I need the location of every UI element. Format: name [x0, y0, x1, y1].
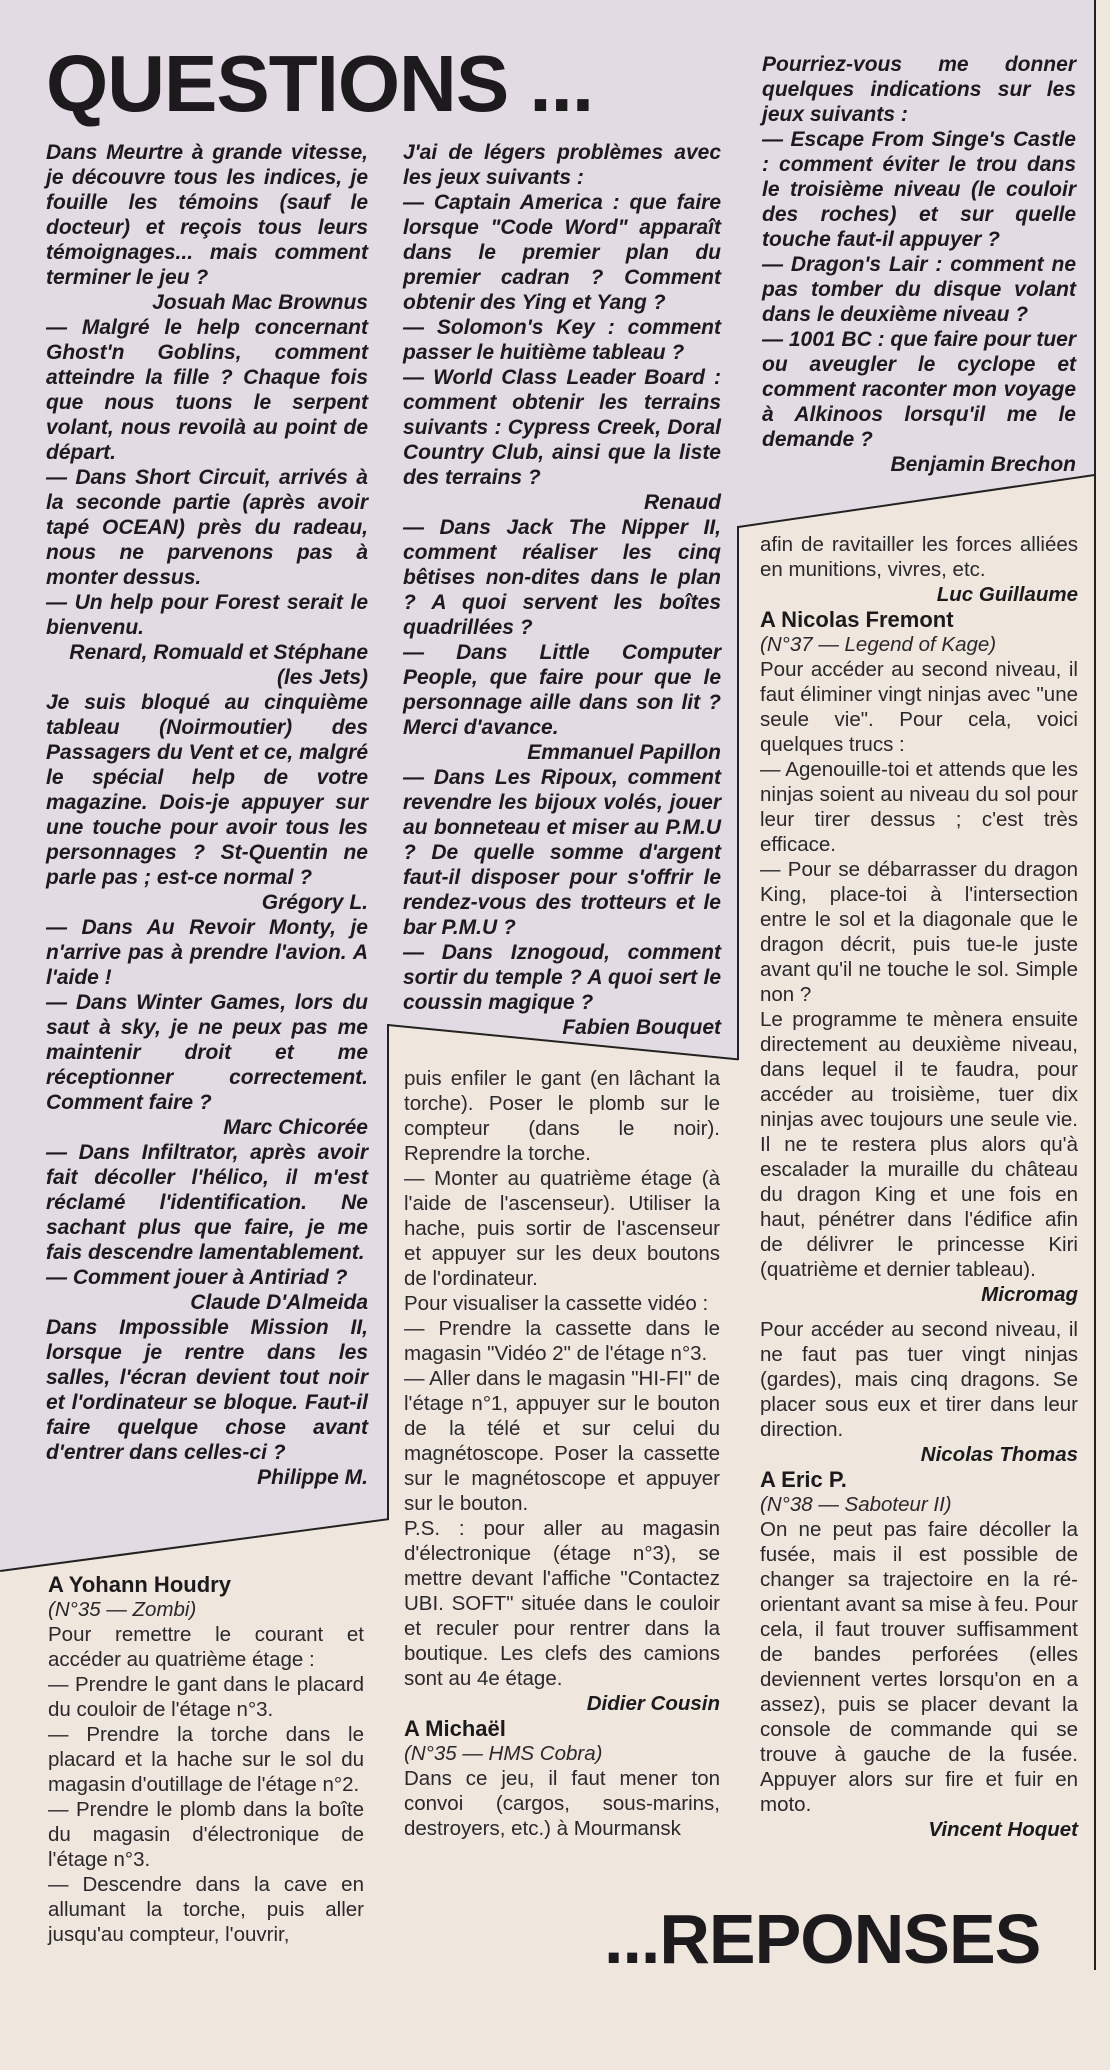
question-text: — World Class Leader Board : comment obtenir les terrains suivants : Cypress Creek, Doral Country Club, ainsi que la liste des terrains ?: [403, 366, 721, 489]
question-signature: Marc Chicorée: [223, 1116, 368, 1139]
reponses-title: ...REPONSES: [604, 1900, 1041, 1978]
answer-heading: A Michaël: [404, 1716, 506, 1741]
question-signature: Grégory L.: [261, 891, 368, 914]
answer-text: — Pour se débarrasser du dragon King, place-toi à l'intersection entre le sol et la diagonale que le dragon décrit, puis tue-le juste avant qu'il ne touche le sol. Simple non ?: [760, 858, 1078, 1006]
answers-column-3: [760, 532, 1078, 1842]
frame-line-right: [1094, 0, 1096, 1970]
question-signature: Emmanuel Papillon: [527, 741, 721, 764]
answer-heading: A Yohann Houdry: [48, 1572, 231, 1597]
answer-subheading: (N°35 — HMS Cobra): [404, 1742, 603, 1765]
answer-text: — Agenouille-toi et attends que les ninjas soient au niveau du sol pour leur tirer dessus ; c'est très efficace.: [760, 758, 1078, 856]
question-signature: Renard, Romuald et Stéphane (les Jets): [69, 641, 368, 689]
questions-title: QUESTIONS ...: [46, 39, 594, 128]
questions-column-1: [46, 140, 368, 1490]
answer-subheading: (N°35 — Zombi): [48, 1598, 197, 1621]
answer-heading: A Eric P.: [760, 1467, 847, 1492]
question-text: — Dans Iznogoud, comment sortir du temple ? A quoi sert le coussin magique ?: [403, 941, 721, 1014]
question-text: — Dans Little Computer People, que faire pour que le personnage aille dans son lit ? Merci d'avance.: [403, 641, 721, 739]
answer-text: P.S. : pour aller au magasin d'électronique (étage n°3), se mettre devant l'affiche "Contactez UBI. SOFT" située dans le couloir et reculer pour rentrer dans la boutique. Les clefs des camions sont au 4e étage.: [404, 1517, 720, 1690]
question-text: Dans Meurtre à grande vitesse, je découvre tous les indices, je fouille les témoins (sauf le docteur) et reçois tous leurs témoignages... mais comment terminer le jeu ?: [46, 141, 368, 289]
question-signature: Josuah Mac Brownus: [152, 291, 368, 314]
question-text: — 1001 BC : que faire pour tuer ou aveugler le cyclope et comment raconter mon voyage à Alkinoos lorsqu'il me le demande ?: [762, 328, 1076, 451]
answer-text: On ne peut pas faire décoller la fusée, mais il est possible de changer sa trajectoire en la ré-orientant avant sa mise à feu. Pour cela, il faut trouver suffisamment de bandes perforées (elles deviennent vertes lorsqu'on en a assez), puis se placer devant la console de commande qui se trouve à gauche de la fusée. Appuyer alors sur fire et fuir en moto.: [760, 1518, 1078, 1816]
question-text: — Dans Winter Games, lors du saut à sky, je ne peux pas me maintenir droit et me réceptionner correctement. Comment faire ?: [46, 991, 368, 1114]
answer-subheading: (N°38 — Saboteur II): [760, 1493, 952, 1516]
answer-signature: Vincent Hoquet: [928, 1818, 1078, 1841]
frame-line-mid-1: [737, 526, 739, 1060]
question-text: — Comment jouer à Antiriad ?: [46, 1266, 348, 1289]
question-text: — Dans Infiltrator, après avoir fait décoller l'hélico, il m'est réclamé l'identification. Ne sachant plus que faire, je me fais descendre lamentablement.: [46, 1141, 368, 1264]
answer-heading: A Nicolas Fremont: [760, 607, 954, 632]
answer-text: afin de ravitailler les forces alliées en munitions, vivres, etc.: [760, 533, 1078, 581]
question-text: — Captain America : que faire lorsque "Code Word" apparaît dans le premier plan du premier cadran ? Comment obtenir des Ying et Yang ?: [403, 191, 721, 314]
question-text: Je suis bloqué au cinquième tableau (Noirmoutier) des Passagers du Vent et ce, malgré le spécial help de votre magazine. Dois-je appuyer sur une touche pour avoir tous les personnages ? St-Quentin ne parle pas ; est-ce normal ?: [46, 691, 368, 889]
question-signature: Claude D'Almeida: [190, 1291, 368, 1314]
answer-text: puis enfiler le gant (en lâchant la torche). Poser le plomb sur le compteur (dans le noir). Reprendre la torche.: [404, 1067, 720, 1165]
question-text: — Escape From Singe's Castle : comment éviter le trou dans le troisième niveau (le couloir des roches) et sur quelle touche faut-il appuyer ?: [762, 128, 1076, 251]
answers-column-2: [404, 1066, 720, 1841]
spacer: [760, 1307, 1078, 1317]
question-text: — Solomon's Key : comment passer le huitième tableau ?: [403, 316, 721, 364]
question-text: Dans Impossible Mission II, lorsque je rentre dans les salles, l'écran devient tout noir et l'ordinateur se bloque. Faut-il faire quelque chose avant d'entrer dans celles-ci ?: [46, 1316, 368, 1464]
questions-column-2: [403, 140, 721, 1040]
question-text: — Dans Au Revoir Monty, je n'arrive pas à prendre l'avion. A l'aide !: [46, 916, 368, 989]
question-text: — Dans Short Circuit, arrivés à la seconde partie (après avoir tapé OCEAN) près du radeau, nous ne parvenons pas à monter dessus.: [46, 466, 368, 589]
question-text: — Malgré le help concernant Ghost'n Goblins, comment atteindre la fille ? Chaque fois que nous tuons le serpent volant, nous revoilà au point de départ.: [46, 316, 368, 464]
answer-signature: Micromag: [981, 1283, 1078, 1306]
answers-column-1: [48, 1572, 364, 1947]
answer-text: — Descendre dans la cave en allumant la torche, puis aller jusqu'au compteur, l'ouvrir,: [48, 1873, 364, 1946]
question-text: — Dans Les Ripoux, comment revendre les bijoux volés, jouer au bonneteau et miser au P.M.U ? De quelle somme d'argent faut-il disposer pour s'offrir le rendez-vous des trotteurs et le bar P.M.U ?: [403, 766, 721, 939]
question-text: — Un help pour Forest serait le bienvenu.: [46, 591, 368, 639]
answer-text: Le programme te mènera ensuite directement au deuxième niveau, dans lequel il te faudra, pour accéder au troisième, tuer dix ninjas avec toujours une seule vie. Il ne te restera plus alors qu'à escalader la muraille du château du dragon King et une fois en haut, pénétrer dans l'édifice afin de délivrer le princesse Kiri (quatrième et dernier tableau).: [760, 1008, 1078, 1281]
answer-text: — Monter au quatrième étage (à l'aide de l'ascenseur). Utiliser la hache, puis sortir de l'ascenseur et appuyer sur les deux boutons de l'ordinateur.: [404, 1167, 720, 1290]
question-text: Pourriez-vous me donner quelques indications sur les jeux suivants :: [762, 53, 1076, 126]
answer-text: — Prendre le gant dans le placard du couloir de l'étage n°3.: [48, 1673, 364, 1721]
question-signature: Renaud: [643, 491, 721, 514]
frame-line-mid-2: [387, 1024, 389, 1520]
answer-text: Pour accéder au second niveau, il faut éliminer vingt ninjas avec "une seule vie". Pour cela, voici quelques trucs :: [760, 658, 1078, 756]
question-text: — Dragon's Lair : comment ne pas tomber du disque volant dans le deuxième niveau ?: [762, 253, 1076, 326]
answer-text: Pour accéder au second niveau, il ne faut pas tuer vingt ninjas (gardes), mais cinq dragons. Se placer sous eux et tirer dans leur direction.: [760, 1318, 1078, 1441]
question-signature: Philippe M.: [257, 1466, 368, 1489]
answer-text: — Prendre le plomb dans la boîte du magasin d'électronique de l'étage n°3.: [48, 1798, 364, 1871]
question-signature: Fabien Bouquet: [562, 1016, 721, 1039]
question-signature: Benjamin Brechon: [890, 453, 1076, 476]
answer-text: Pour remettre le courant et accéder au quatrième étage :: [48, 1623, 364, 1671]
answer-text: — Prendre la torche dans le placard et la hache sur le sol du magasin d'outillage de l'étage n°2.: [48, 1723, 364, 1796]
answer-text: Pour visualiser la cassette vidéo :: [404, 1292, 709, 1315]
answer-text: Dans ce jeu, il faut mener ton convoi (cargos, sous-marins, destroyers, etc.) à Mourmansk: [404, 1767, 720, 1840]
question-text: — Dans Jack The Nipper II, comment réaliser les cinq bêtises non-dites dans le plan ? A quoi servent les boîtes quadrillées ?: [403, 516, 721, 639]
question-text: J'ai de légers problèmes avec les jeux suivants :: [403, 141, 721, 189]
answer-subheading: (N°37 — Legend of Kage): [760, 633, 997, 656]
answer-text: — Aller dans le magasin "HI-FI" de l'étage n°1, appuyer sur le bouton de la télé et sur celui du magnétoscope. Poser la cassette sur le magnétoscope et appuyer sur le bouton.: [404, 1367, 720, 1515]
answer-signature: Nicolas Thomas: [920, 1443, 1078, 1466]
questions-column-3: [762, 52, 1076, 477]
answer-text: — Prendre la cassette dans le magasin "Vidéo 2" de l'étage n°3.: [404, 1317, 720, 1365]
answer-signature: Didier Cousin: [586, 1692, 720, 1715]
answer-signature: Luc Guillaume: [936, 583, 1078, 606]
